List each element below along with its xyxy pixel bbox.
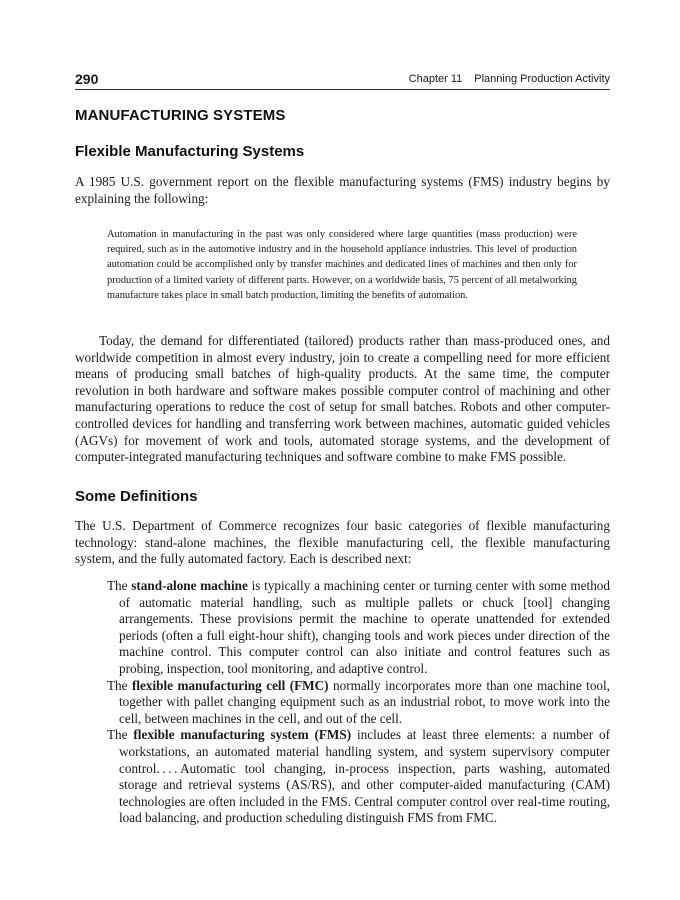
running-header <box>75 70 610 90</box>
header-rule <box>75 89 610 90</box>
chapter-reference <box>409 73 610 85</box>
definition-text: includes at least three elements: a number of workstations, an automated material handling system, and system supervisory computer control. . . . Automatic tool changing, in-process inspection, parts washing, automated storage and retrieval systems (AS/RS), and other computer-aided manufacturing (CAM) technologies are often included in the FMS. Central computer control over real-time routing, load balancing, and production scheduling distinguish FMS from FMC. <box>119 727 610 826</box>
today-paragraph: Today, the demand for differentiated (tailored) products rather than mass-produced ones, and worldwide competition in almost every industry, join to create a compelling need for more efficient means of producing small batches of high-quality products. At the same time, the computer revolution in both hardware and software makes possible computer control of machining and other manufacturing operations to reduce the cost of setup for small batches. Robots and other computer-controlled devices for handling and transferring work between machines, automatic guided vehicles (AGVs) for movement of work and tools, automated storage systems, and the development of computer-integrated manufacturing techniques and software combine to make FMS possible. <box>75 333 610 465</box>
definition-lead: The <box>107 727 134 743</box>
definition-term: stand-alone machine <box>131 578 248 593</box>
definition-term: flexible manufacturing cell (FMC) <box>131 677 329 693</box>
fms-heading: Flexible Manufacturing Systems <box>75 143 305 160</box>
definition-lead: The <box>107 578 132 593</box>
definition-text: normally incorporates more than one machine tool, together with pallet changing equipment such as an industrial robot, to move work into the cell, between machines in the cell, and out of the cell. <box>119 677 610 726</box>
section-title: MANUFACTURING SYSTEMS <box>75 107 286 124</box>
chapter-label: Chapter 11 <box>408 73 463 85</box>
definition-stand-alone-machine <box>107 578 610 678</box>
intro-paragraph: A 1985 U.S. government report on the flexible manufacturing systems (FMS) industry begins by explaining the following: <box>75 174 610 206</box>
definition-text: is typically a machining center or turning center with some method of automatic material handling, such as multiple pallets or chuck [tool] changing arrangements. These provisions permit the machine to operate unattended for extended periods (often a full eight-hour shift), changing tools and work pieces under direction of the machine control. This computer control can also initiate and control features such as probing, inspection, tool monitoring, and adaptive control. <box>119 578 610 676</box>
page-number: 290 <box>75 71 99 87</box>
block-quote: Automation in manufacturing in the past was only considered where large quantities (mass production) were required, such as in the automotive industry and in the household appliance industries. This level of production automation could be accomplished only by transfer machines and dedicated lines of machines and then only for production of a limited variety of different parts. However, on a worldwide basis, 75 percent of all metalworking manufacture takes place in small batch production, limiting the benefits of automation. <box>107 229 577 301</box>
definition-fmc <box>107 678 610 728</box>
definitions-list <box>107 578 610 827</box>
chapter-title: Planning Production Activity <box>474 73 610 85</box>
definition-fms <box>107 727 610 827</box>
definition-lead: The <box>107 677 132 693</box>
definitions-heading: Some Definitions <box>75 488 198 505</box>
definitions-intro: The U.S. Department of Commerce recognizes four basic categories of flexible manufacturing technology: stand-alone machines, the flexible manufacturing cell, the flexible manufacturing system, and the fully automated factory. Each is described next: <box>75 518 610 567</box>
definition-term: flexible manufacturing system (FMS) <box>133 727 352 743</box>
